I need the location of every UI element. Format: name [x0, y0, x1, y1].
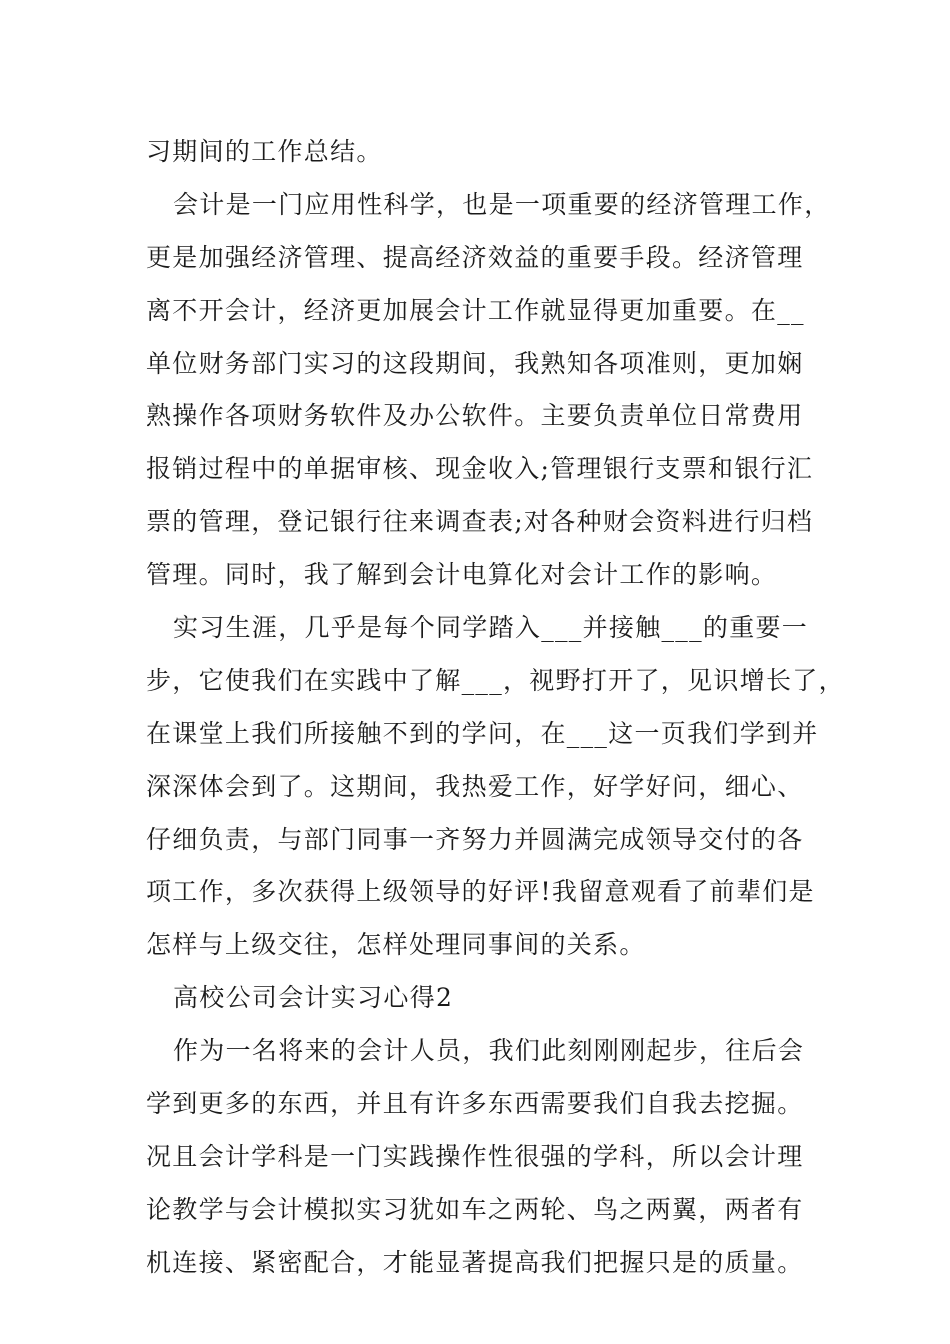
- text-line: 论教学与会计模拟实习犹如车之两轮、鸟之两翼，两者有: [146, 1194, 804, 1224]
- text-line: 作为一名将来的会计人员，我们此刻刚刚起步，往后会: [173, 1036, 805, 1066]
- text-line: 学到更多的东西，并且有许多东西需要我们自我去挖掘。: [146, 1089, 804, 1119]
- text-line: 离不开会计，经济更加展会计工作就显得更加重要。在__: [146, 295, 805, 325]
- document-body: [146, 126, 845, 1290]
- text-line: 习期间的工作总结。: [146, 137, 383, 166]
- text-line: 管理。同时，我了解到会计电算化对会计工作的影响。: [146, 560, 778, 590]
- text-line: 报销过程中的单据审核、现金收入;管理银行支票和银行汇: [146, 454, 814, 484]
- text-line: 熟操作各项财务软件及办公软件。主要负责单位日常费用: [146, 401, 804, 431]
- text-line: 高校公司会计实习心得2: [173, 983, 454, 1013]
- text-line: 票的管理，登记银行往来调查表;对各种财会资料进行归档: [146, 507, 814, 537]
- text-line: 实习生涯，几乎是每个同学踏入___并接触___的重要一: [173, 613, 809, 643]
- text-line: 更是加强经济管理、提高经济效益的重要手段。经济管理: [146, 242, 804, 272]
- text-line: 会计是一门应用性科学，也是一项重要的经济管理工作，: [173, 189, 831, 219]
- text-line: 深深体会到了。这期间，我热爱工作，好学好问，细心、: [146, 771, 804, 801]
- text-line: 项工作，多次获得上级领导的好评!我留意观看了前辈们是: [146, 877, 815, 907]
- text-line: 怎样与上级交往，怎样处理同事间的关系。: [146, 930, 646, 960]
- text-line: 在课堂上我们所接触不到的学问，在___这一页我们学到并: [146, 718, 819, 748]
- text-line: 仔细负责，与部门同事一齐努力并圆满完成领导交付的各: [146, 824, 804, 854]
- text-line: 单位财务部门实习的这段期间，我熟知各项准则，更加娴: [146, 348, 804, 378]
- text-line: 机连接、紧密配合，才能显著提高我们把握只是的质量。: [146, 1247, 804, 1277]
- text-line: 步，它使我们在实践中了解___，视野打开了，见识增长了，: [146, 665, 845, 695]
- text-line: 况且会计学科是一门实践操作性很强的学科，所以会计理: [146, 1141, 804, 1171]
